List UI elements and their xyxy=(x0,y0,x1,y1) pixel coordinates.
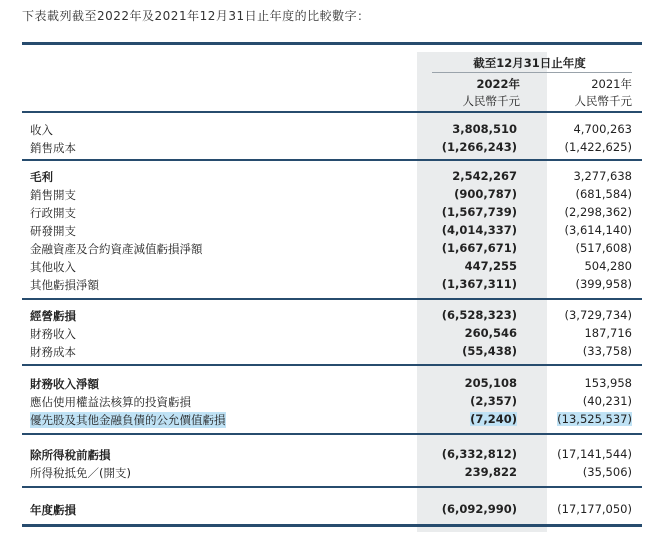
section-rule xyxy=(22,298,642,300)
value-2022: 239,822 xyxy=(464,465,517,479)
row-label: 收入 xyxy=(30,123,53,137)
table-row xyxy=(22,463,642,481)
value-2021: (1,422,625) xyxy=(564,140,632,154)
table-row xyxy=(22,257,642,275)
value-2022: (1,266,243) xyxy=(441,140,517,154)
table-row xyxy=(22,445,642,463)
table-row xyxy=(22,342,642,360)
row-label: 其他收入 xyxy=(30,260,76,274)
row-label: 研發開支 xyxy=(30,224,76,238)
row-label: 銷售成本 xyxy=(30,141,76,155)
col-2021-unit: 人民幣千元 xyxy=(574,94,632,108)
value-2022: (6,528,323) xyxy=(441,308,517,322)
col-2022-unit: 人民幣千元 xyxy=(462,94,520,108)
value-2022: (900,787) xyxy=(454,187,517,201)
value-2022: (1,367,311) xyxy=(441,277,517,291)
value-2021: (13,525,537) xyxy=(557,412,632,426)
value-2022: 447,255 xyxy=(464,259,517,273)
table-row xyxy=(22,324,642,342)
row-label: 應佔使用權益法核算的投資虧損 xyxy=(30,395,191,409)
section-rule xyxy=(22,486,642,488)
row-label: 毛利 xyxy=(30,170,53,184)
value-2022: (4,014,337) xyxy=(441,223,517,237)
value-2021: (33,758) xyxy=(582,344,632,358)
table-row xyxy=(22,392,642,410)
row-label: 財務收入 xyxy=(30,327,76,341)
value-2022: 205,108 xyxy=(464,376,517,390)
table-row xyxy=(22,221,642,239)
value-2021: (17,141,544) xyxy=(557,447,632,461)
row-label: 優先股及其他金融負債的公允價值虧損 xyxy=(30,413,226,427)
table-row xyxy=(22,120,642,138)
table-bottom-rule xyxy=(22,524,642,527)
row-label: 所得稅抵免／(開支) xyxy=(30,466,131,480)
value-2022: (1,667,671) xyxy=(441,241,517,255)
table-row xyxy=(22,374,642,392)
value-2021: (17,177,050) xyxy=(557,502,632,516)
value-2021: 187,716 xyxy=(584,326,632,340)
header-rule xyxy=(22,111,642,113)
value-2022: 3,808,510 xyxy=(452,122,517,136)
table-row xyxy=(22,138,642,156)
value-2021: 3,277,638 xyxy=(573,169,632,183)
col-2021-year: 2021年 xyxy=(591,77,632,91)
table-row xyxy=(22,306,642,324)
value-2021: (3,729,734) xyxy=(564,308,632,322)
section-rule xyxy=(22,433,642,435)
value-2022: (1,567,739) xyxy=(441,205,517,219)
table-row-highlighted xyxy=(22,410,642,428)
value-2021: (517,608) xyxy=(575,241,632,255)
table-row xyxy=(22,275,642,293)
section-rule xyxy=(22,159,642,161)
row-label: 金融資產及合約資產減值虧損淨額 xyxy=(30,242,203,256)
value-2022: (2,357) xyxy=(470,394,517,408)
value-2021: 153,958 xyxy=(584,376,632,390)
value-2021: 504,280 xyxy=(584,259,632,273)
row-label: 財務收入淨額 xyxy=(30,377,99,391)
table-top-rule xyxy=(22,42,642,45)
value-2021: (3,614,140) xyxy=(564,223,632,237)
row-label: 銷售開支 xyxy=(30,188,76,202)
section-rule xyxy=(22,364,642,366)
value-2021: 4,700,263 xyxy=(573,122,632,136)
value-2021: (399,958) xyxy=(575,277,632,291)
row-label: 其他虧損淨額 xyxy=(30,278,99,292)
value-2021: (681,584) xyxy=(575,187,632,201)
value-2021: (35,506) xyxy=(582,465,632,479)
row-label: 經營虧損 xyxy=(30,309,76,323)
value-2022: 2,542,267 xyxy=(452,169,517,183)
period-heading: 截至12月31日止年度 xyxy=(473,56,586,70)
row-label: 行政開支 xyxy=(30,206,76,220)
col-2022-year: 2022年 xyxy=(476,77,520,91)
row-label: 年度虧損 xyxy=(30,503,76,517)
row-label: 除所得稅前虧損 xyxy=(30,448,111,462)
value-2022: (55,438) xyxy=(462,344,517,358)
table-row xyxy=(22,203,642,221)
value-2021: (2,298,362) xyxy=(564,205,632,219)
value-2021: (40,231) xyxy=(582,394,632,408)
table-row xyxy=(22,185,642,203)
table-row xyxy=(22,239,642,257)
value-2022: 260,546 xyxy=(464,326,517,340)
value-2022: (6,332,812) xyxy=(441,447,517,461)
row-label: 財務成本 xyxy=(30,345,76,359)
table-row xyxy=(22,500,642,518)
table-row xyxy=(22,167,642,185)
value-2022: (6,092,990) xyxy=(441,502,517,516)
value-2022: (7,240) xyxy=(470,412,517,426)
intro-text: 下表載列截至2022年及2021年12月31日止年度的比較數字： xyxy=(22,9,370,23)
income-statement-table xyxy=(22,42,642,532)
period-underline xyxy=(432,72,632,73)
